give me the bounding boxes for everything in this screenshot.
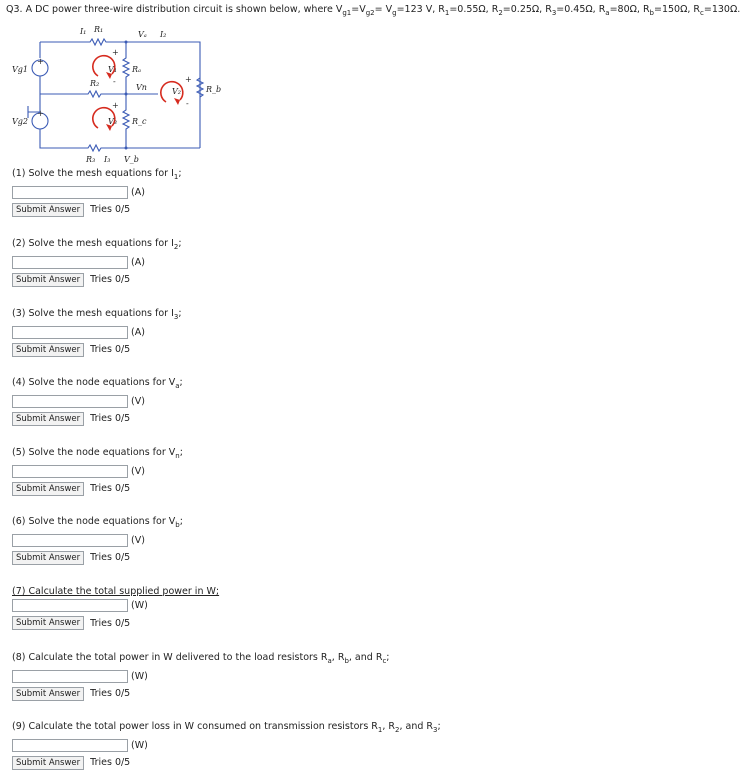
submit-answer-button-7[interactable]: Submit Answer — [12, 616, 84, 630]
label-vg1: Vg1 — [12, 65, 28, 74]
label-i1: I₁ — [80, 27, 87, 36]
sign-plus-v3: + — [112, 101, 119, 110]
tries-counter-6: Tries 0/5 — [90, 552, 131, 564]
tries-counter-7: Tries 0/5 — [90, 617, 131, 629]
answer-input-8[interactable] — [12, 670, 128, 683]
label-vg2: Vg2 — [12, 117, 28, 126]
label-v2: V₂ — [172, 87, 181, 96]
question-5: (5) Solve the node equations for $V_n$; (V) Submit Answer Tries 0/5 — [12, 447, 183, 495]
tries-counter-5: Tries 0/5 — [90, 483, 131, 495]
label-r2: R₂ — [90, 79, 100, 88]
label-i2: I₂ — [160, 30, 167, 39]
sign-plus-vg2: + — [37, 109, 44, 118]
answer-input-3[interactable] — [12, 326, 128, 339]
sign-minus-v1: - — [113, 77, 116, 86]
answer-input-7[interactable] — [12, 599, 128, 612]
label-r1: R₁ — [94, 25, 104, 34]
answer-input-9[interactable] — [12, 739, 128, 752]
question-7: (7) Calculate the total supplied power in W; (W) Submit Answer Tries 0/5 — [12, 586, 220, 629]
sign-plus-vg1: + — [37, 57, 44, 66]
question-2: (2) Solve the mesh equations for $I_2$; (A) Submit Answer Tries 0/5 — [12, 238, 182, 286]
label-ra: Rₐ — [132, 65, 142, 74]
label-vb: V_b — [124, 155, 139, 164]
sign-plus-v2: + — [185, 75, 192, 84]
tries-counter-4: Tries 0/5 — [90, 413, 131, 425]
label-v3: V₃ — [108, 117, 117, 126]
submit-answer-button-6[interactable]: Submit Answer — [12, 551, 84, 565]
submit-answer-button-1[interactable]: Submit Answer — [12, 203, 84, 217]
label-rc: R_c — [132, 117, 147, 126]
tries-counter-1: Tries 0/5 — [90, 204, 131, 216]
question-3: (3) Solve the mesh equations for $I_3$; (A) Submit Answer Tries 0/5 — [12, 308, 182, 356]
question-1: (1) Solve the mesh equations for $I_1$; (A) Submit Answer Tries 0/5 — [12, 168, 182, 216]
label-va: Vₐ — [138, 30, 147, 39]
submit-answer-button-2[interactable]: Submit Answer — [12, 273, 84, 287]
question-9: (9) Calculate the total power loss in W consumed on transmission resistors $R_1$, $R_2$, and $R_3$; (W) Submit Answer Tries 0/5 — [12, 721, 441, 769]
answer-input-2[interactable] — [12, 256, 128, 269]
submit-answer-button-3[interactable]: Submit Answer — [12, 343, 84, 357]
question-4: (4) Solve the node equations for $V_a$; (V) Submit Answer Tries 0/5 — [12, 377, 183, 425]
sign-minus-v2: - — [186, 99, 189, 108]
question-8: (8) Calculate the total power in W delivered to the load resistors $R_a$, $R_b$, and $R_c$; (W) Submit Answer Tries 0/5 — [12, 652, 390, 700]
label-r3: R₃ — [86, 155, 96, 164]
label-v1: V₁ — [108, 65, 117, 74]
circuit-diagram — [12, 20, 222, 170]
label-rb: R_b — [206, 85, 222, 94]
submit-answer-button-8[interactable]: Submit Answer — [12, 687, 84, 701]
submit-answer-button-9[interactable]: Submit Answer — [12, 756, 84, 770]
answer-input-4[interactable] — [12, 395, 128, 408]
question-statement: Q3. A DC power three-wire distribution circuit is shown below, where $V_{g1}=V_{g2}= V_g=123$ V, $R_1=0.55\Omega$, $R_2=0.25\Omega$, $R_3=0.45\Omega$, $R_a=80\Omega$, $R_b=150\Omega$, $R_c=130\Omega$. — [6, 4, 740, 17]
question-6: (6) Solve the node equations for $V_b$; (V) Submit Answer Tries 0/5 — [12, 516, 183, 564]
submit-answer-button-4[interactable]: Submit Answer — [12, 412, 84, 426]
tries-counter-9: Tries 0/5 — [90, 757, 131, 769]
sign-plus-v1: + — [112, 48, 119, 57]
answer-input-5[interactable] — [12, 465, 128, 478]
label-i3: I₃ — [104, 155, 111, 164]
tries-counter-2: Tries 0/5 — [90, 274, 131, 286]
label-vn: Vn — [136, 83, 147, 92]
answer-input-6[interactable] — [12, 534, 128, 547]
answer-input-1[interactable] — [12, 186, 128, 199]
submit-answer-button-5[interactable]: Submit Answer — [12, 482, 84, 496]
tries-counter-8: Tries 0/5 — [90, 688, 131, 700]
tries-counter-3: Tries 0/5 — [90, 344, 131, 356]
